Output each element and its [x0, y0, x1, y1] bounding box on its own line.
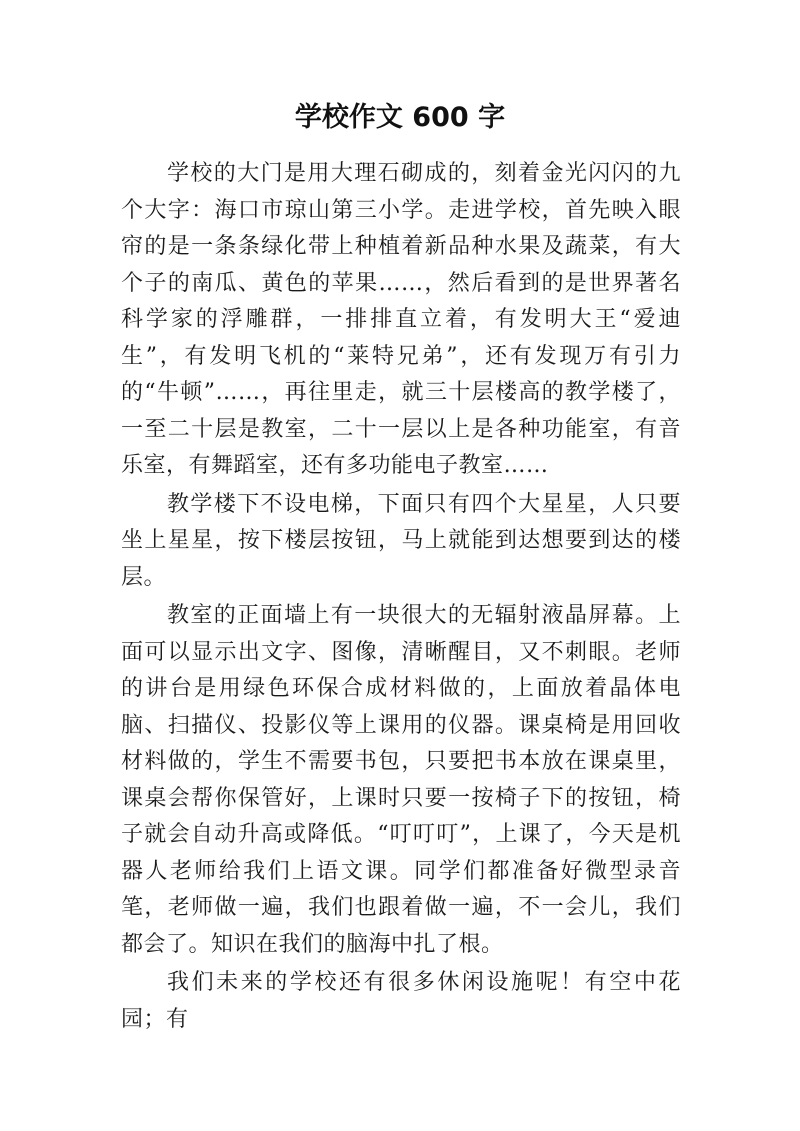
paragraph-2: 教学楼下不设电梯，下面只有四个大星星，人只要坐上星星，按下楼层按钮，马上就能到达想要到达的楼层。 — [121, 491, 681, 590]
paragraph-4: 我们未来的学校还有很多休闲设施呢！有空中花园；有 — [121, 970, 681, 1032]
paragraph-1: 学校的大门是用大理石砌成的，刻着金光闪闪的九个大字：海口市琼山第三小学。走进学校，首先映入眼帘的是一条条绿化带上种植着新品种水果及蔬菜，有大个子的南瓜、黄色的苹果……，然后看到的是世界著名科学家的浮雕群，一排排直立着，有发明大王“爱迪生”，有发明飞机的“莱特兄弟”，还有发现万有引力的“牛顿”……，再往里走，就三十层楼高的教学楼了，一至二十层是教室，二十一层以上是各种功能室，有音乐室，有舞蹈室，还有多功能电子教室…… — [121, 161, 681, 478]
document-body — [121, 156, 681, 1040]
document-title: 学校作文 600 字 — [294, 102, 506, 133]
paragraph-3: 教室的正面墙上有一块很大的无辐射液晶屏幕。上面可以显示出文字、图像，清晰醒目，又不刺眼。老师的讲台是用绿色环保合成材料做的，上面放着晶体电脑、扫描仪、投影仪等上课用的仪器。课桌椅是用回收材料做的，学生不需要书包，只要把书本放在课桌里，课桌会帮你保管好，上课时只要一按椅子下的按钮，椅子就会自动升高或降低。“叮叮叮”，上课了，今天是机器人老师给我们上语文课。同学们都准备好微型录音笔，老师做一遍，我们也跟着做一遍，不一会儿，我们都会了。知识在我们的脑海中扎了根。 — [121, 603, 681, 957]
